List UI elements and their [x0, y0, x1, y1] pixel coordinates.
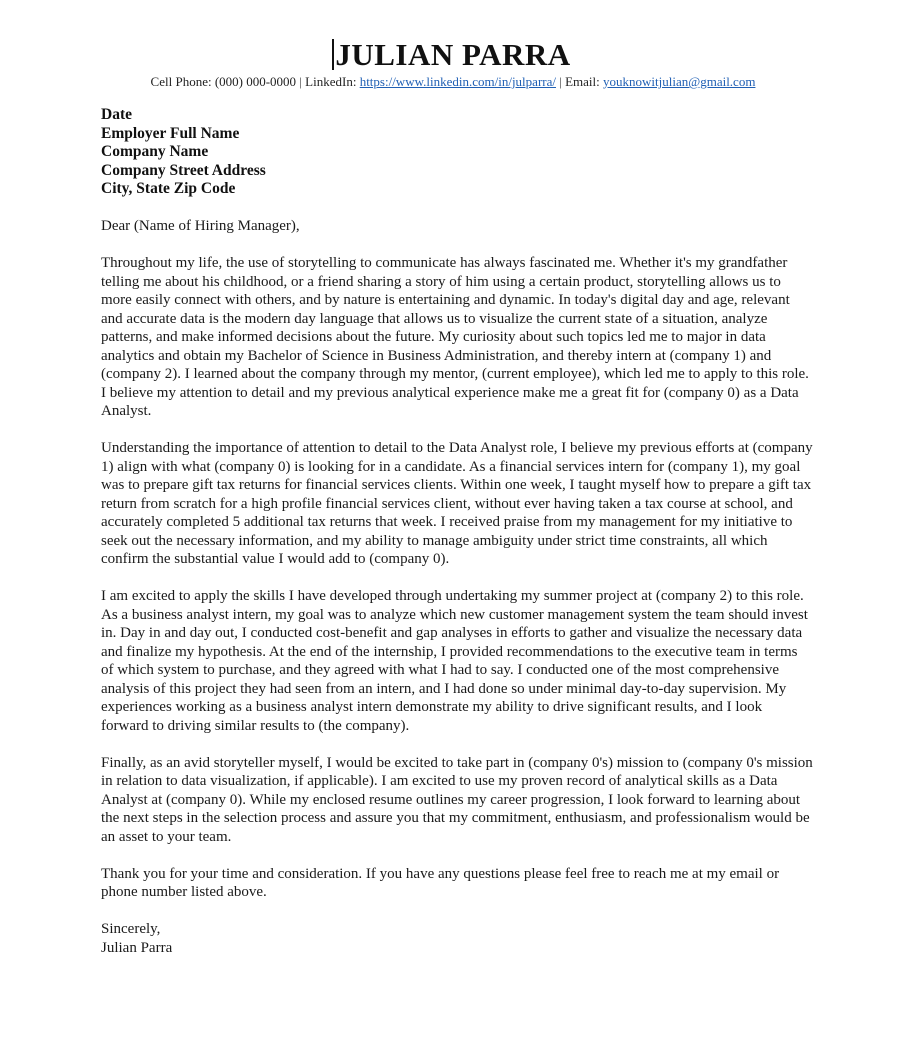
- employer-line: Employer Full Name: [101, 124, 240, 142]
- date-line: Date: [101, 106, 132, 123]
- text-cursor: [332, 39, 334, 70]
- paragraph-thanks: Thank you for your time and consideration. If you have any questions please feel free to reach me at my email or phone number listed above.: [101, 865, 780, 900]
- email-link[interactable]: youknowitjulian@gmail.com: [603, 74, 756, 89]
- closing-block: [101, 920, 813, 957]
- linkedin-label: LinkedIn:: [305, 74, 357, 89]
- applicant-name: [335, 38, 570, 72]
- paragraph-conclusion: Finally, as an avid storyteller myself, I would be excited to take part in (company 0's) mission to (company 0's mission in relation to data visualization, if applicable). I am excited to use my proven record of analytical skills as a Data Analyst at (company 0). While my enclosed resume outlines my career progression, I look forward to learning about the next steps in the selection process and assure you that my commitment, enthusiasm, and professionalism would be an asset to your team.: [101, 754, 813, 845]
- paragraph-company-1: Understanding the importance of attention to detail to the Data Analyst role, I believe my previous efforts at (company 1) align with what (company 0) is looking for in a candidate. As a financial services intern for (company 1), my goal was to prepare gift tax returns for financial services clients. Within one week, I taught myself how to prepare a gift tax return from scratch for a high profile financial services client, without ever having taken a tax course at school, and accurately completed 5 additional tax returns that week. I received praise from my management for my initiative to seek out the necessary information, and my ability to manage ambiguity under strict time constraints, all which confirm the substantial value I would add to (company 0).: [101, 440, 813, 567]
- applicant-name-text: JULIAN PARRA: [335, 37, 571, 72]
- letter-header: [0, 38, 906, 91]
- separator: |: [299, 74, 302, 89]
- paragraph-company-2: I am excited to apply the skills I have developed through undertaking my summer project at (company 2) to this role. As a business analyst intern, my goal was to analyze which new customer management system the team should invest in. Day in and day out, I conducted cost-benefit and gap analyses in efforts to gather and visualize the necessary data and finalize my hypothesis. At the end of the internship, I provided recommendations to the executive team in terms of which system to purchase, and they agreed with what I had to say. I conducted one of the most comprehensive analysis of this project they had seen from an intern, and I had done so under minimal day-to-day supervision. My experiences working as a business analyst intern demonstrate my ability to drive significant results, and I look forward to driving similar results to (the company).: [101, 588, 808, 734]
- letter-body: [101, 106, 813, 957]
- separator: |: [559, 74, 562, 89]
- linkedin-link[interactable]: https://www.linkedin.com/in/julparra/: [359, 74, 556, 89]
- city-line: City, State Zip Code: [101, 180, 236, 197]
- company-line: Company Name: [101, 143, 209, 160]
- closing-salutation: Sincerely,: [101, 921, 161, 937]
- recipient-address-block: [101, 106, 813, 199]
- salutation: Dear (Name of Hiring Manager),: [101, 218, 300, 234]
- street-line: Company Street Address: [101, 161, 266, 179]
- contact-line: [0, 73, 906, 91]
- phone-text: Cell Phone: (000) 000-0000: [150, 74, 297, 89]
- email-label: Email:: [565, 74, 600, 89]
- signature-name: Julian Parra: [101, 939, 173, 956]
- paragraph-intro: Throughout my life, the use of storytelling to communicate has always fascinated me. Whether it's my grandfather telling me about his childhood, or a friend sharing a story of him using a certain product, storytelling allows us to more easily connect with others, and by nature is entertaining and dynamic. In today's digital day and age, relevant and accurate data is the modern day language that allows us to visualize the current state of a situation, analyze patterns, and make informed decisions about the future. My curiosity about such topics led me to major in data analytics and obtain my Bachelor of Science in Business Administration, and thereby intern at (company 1) and (company 2). I learned about the company through my mentor, (current employee), which led me to apply to this role. I believe my attention to detail and my previous analytical experience make me a great fit for (company 0) as a Data Analyst.: [101, 255, 809, 419]
